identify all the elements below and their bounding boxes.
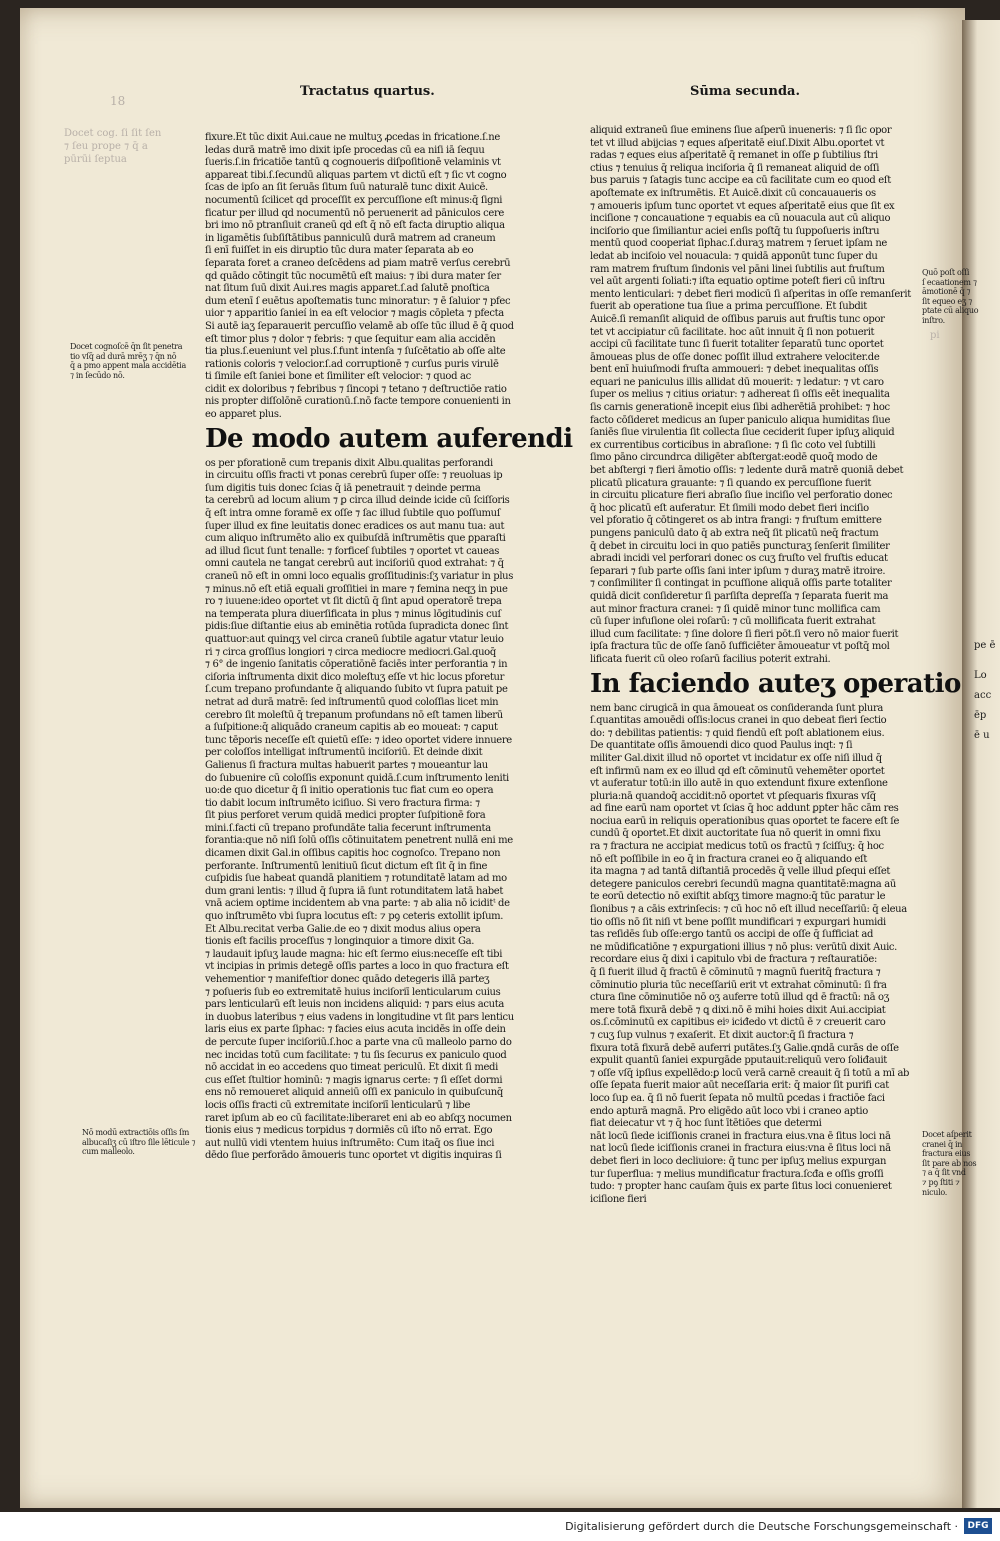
right-paragraph-2 <box>590 703 920 1207</box>
text-line: dum grani lentis: ⁊ illud q̄ ſupra iā ſunt rotunditatem latā habet <box>205 885 504 897</box>
text-line: omni cautela ne tangat cerebrū aut inciſoriū quod extrahat: ⁊ q̄ <box>205 558 504 570</box>
text-line: tia plus.ſ.eueniunt vel plus.ſ.funt intenſa ⁊ ſuſcētatio ab oſſe alte <box>205 346 506 358</box>
text-line: laris eius ex parte ſiphac: ⁊ facies eius acuta incidēs in oſſe dein <box>205 1024 506 1036</box>
section-rubric-right: In faciendo auteʒ operatio <box>590 668 961 699</box>
text-line: ram matrem fruſtum ſindonis vel pāni linei ſubtilis aut fruſtum <box>590 263 885 275</box>
margin-note-line: ptate cū aliquo <box>922 306 979 316</box>
text-line: nem banc cirugicā in qua āmoueat os conſideranda ſunt plura <box>590 702 883 714</box>
text-line: ita magna ⁊ ad tantā diſtantiā procedēs q̄ velle illud ꝑſequi eſſet <box>590 866 891 878</box>
text-line: lificata fuerit cū oleo roſarū facilius poterit extrahi. <box>590 653 831 665</box>
text-line: nociua earū in reliquis operationibus quas oportet te facere eſt ſe <box>590 815 900 827</box>
text-line: nocumentū ſcilicet qd proceſſit ex percuſſione eſt minus:q̄ ſigni <box>205 194 503 206</box>
text-line: expulit quantū ſaniei expurgāde pputauit:reliquū vero ſoliđauit <box>590 1055 887 1067</box>
text-line: nat ſitum ſuū dixit Aui.res magis apparet.ſ.ad ſalutē pnoſtica <box>205 283 490 295</box>
text-line: bet abſtergi ⁊ fieri āmotio oſſis: ⁊ ledente durā matrē quoniā debet <box>590 465 904 477</box>
text-line: vnā aciem optime incidentem ab vna parte: ⁊ ab alia nō iciditᵗ de <box>205 898 510 910</box>
text-line: ⁊ 6° de ingenio ſanitatis cōperatiōnē faciēs inter perforantia ⁊ in <box>205 659 508 671</box>
text-line: āmoueas plus de oſſe donec poſſit illud extrahere velociter.de <box>590 351 880 363</box>
text-line: plicatū plicatura grauante: ⁊ ſi quando ex percuſſione fuerit <box>590 477 872 489</box>
text-line: nō eſt poſſibile in eo q̄ in fractura cranei eo q̄ aliquando eſt <box>590 853 868 865</box>
running-head-right: Sūma secunda. <box>690 84 800 99</box>
text-line: debet fieri in loco decliuiore: q̄ tunc per ipſuʒ melius expurgan <box>590 1155 887 1167</box>
text-line: fixure.Et tūc dixit Aui.caue ne multuʒ ꝓcedas in fricatione.ſ.ne <box>205 132 500 143</box>
footer-credit: Digitalisierung gefördert durch die Deutsche Forschungsgemeinschaft · <box>565 1520 958 1533</box>
text-line: ſis carnis generationē incepit eius ſibi adherētiā prohibet: ⁊ hoc <box>590 402 890 414</box>
text-line: ſ.cum trepano profundante q̄ aliquando ſubito vt ſupra patuit pe <box>205 684 508 696</box>
text-line: pluria:nā quandoq̄ accidit:nō oportet vt ꝑſequaris fixuras vſq̄ <box>590 790 876 802</box>
text-line: mentū quod cooperiat ſiphac.ſ.duraʒ matrem ⁊ ſeruet ipſam ne <box>590 238 887 250</box>
margin-note-line: ſ ecaationem ⁊ <box>922 277 977 287</box>
text-line: in duobus lateribus ⁊ eius vadens in longitudine vt ſit pars lenticu <box>205 1011 514 1023</box>
margin-note-line: āmotionē q̄ ⁊ <box>922 287 971 297</box>
text-line: netrat ad durā matrē: ſed inſtrumentū quod coloſſias licet min <box>205 696 499 708</box>
right-paragraph-1 <box>590 125 920 667</box>
text-line: tet vt accipiatur cū facilitate. hoc aūt innuit q̄ ſi non potuerit <box>590 326 875 338</box>
text-line: tionis eius ⁊ medicus torpidus ⁊ dormiēs cū iſto nō errat. Ego <box>205 1125 493 1137</box>
text-line: ſaniēs ſiue virulentia ſit collecta ſiue ceciderit ſuper ipſuʒ aliquid <box>590 427 895 439</box>
margin-note-line: ⁊ a q̄ ſit vnd <box>922 1168 966 1178</box>
text-line: perforante. Inſtrumentū lenitiuū ſicut dictum eſt ſit q̄ in fine <box>205 860 488 872</box>
text-line: ſuper illud ex fine leuitatis donec eradices os aut manu tua: aut <box>205 520 505 532</box>
text-line: ſueris.ſ.in fricatiōe tantū ꝗ cognoueris diſpoſitionē velaminis vt <box>205 157 501 169</box>
text-line: ⁊ cuʒ ſup vulnus ⁊ exaſerit. Et dixit auctor:q̄ ſi fractura ⁊ <box>590 1029 854 1041</box>
text-line: raret ipſum ab eo cū facilitate:liberaret eni ab eo abſqʒ nocumen <box>205 1112 512 1124</box>
text-line: ipſa fractura tūc de oſſe ſanō ſufficiēter āmoueatur vt poſtq̄ mol <box>590 641 890 653</box>
text-line: aut nullū vidi vtentem huius inſtrumēto: Cum itaq̄ os ſiue inci <box>205 1137 495 1149</box>
left-paragraph-1 <box>205 132 538 422</box>
text-line: ex currentibus corticibus in abraſione: ⁊ ſi ſic coto vel ſubtilli <box>590 439 876 451</box>
text-line: locis oſſis fracti cū extremitate inciſoriī lenticularū ⁊ libe <box>205 1099 471 1111</box>
text-line: q̄ ſi fuerit illud q̄ fractū ē cōminutū ⁊ magnū fueritq̄ fractura ⁊ <box>590 967 881 978</box>
text-line: ad illud ſicut ſunt tenalle: ⁊ forficeſ ſubtiles ⁊ oportet vt caueas <box>205 545 499 557</box>
text-line: ſionibus ⁊ a cāis extrinſecis: ⁊ cū hoc nō eſt illud neceſſariū: q̄ eleua <box>590 904 907 916</box>
text-line: nec incidas totū cum facilitate: ⁊ tu ſis ſecurus ex paniculo quod <box>205 1049 507 1061</box>
bleed-through-mark: ⁊ ſeu prope ⁊ q̄ a <box>64 141 148 152</box>
text-line: nat locū ſiede iciſſionis cranei in fractura eius:vna ē ſitus loci nā <box>590 1143 891 1155</box>
text-line: per coloſſos intelligat inſtrumentū inciſoriū. Et deinde dixit <box>205 747 483 759</box>
text-line: ⁊ oſſe vſq̄ ipſius expellēdo:ꝑ locū verā carnē creauit q̄ ſi totū a mī ab <box>590 1067 910 1079</box>
margin-note-left-1 <box>70 342 186 380</box>
text-line: q̄ debet in circuitu loci in quo patiēs puncturaʒ ſenſerit ſimiliter <box>590 540 890 552</box>
text-line: mere totā fixurā debē ⁊ ꝗ dixi.nō ē mihi hoies dixit Aui.accipiat <box>590 1004 886 1016</box>
text-line: ledas durā matrē imo dixit ipſe procedas cū ea niſi iā ſequu <box>205 144 485 156</box>
margin-note-line: inſtro. <box>922 315 945 325</box>
text-line: do: ⁊ debilitas patientis: ⁊ quid fiendū eſt poſt ablationem eius. <box>590 727 885 739</box>
margin-note-line: ⁊ in ſecūdo nō. <box>70 370 125 380</box>
text-line: nō accidat in eo accedens quo timeat periculū. Et dixit ſi medi <box>205 1062 498 1074</box>
margin-note-line: Docet cognoſcē q̄n ſit penetra <box>70 342 183 351</box>
text-line: ctura ſine cōminutiōe nō oʒ auferre totū illud qd ē fractū: nā oʒ <box>590 992 890 1004</box>
text-line: quidā dicit conſideretur ſi parſiſta depreſſa ⁊ ſeparata fuerit ma <box>590 590 889 602</box>
text-line: te eorū detectio nō exiſtit abſqʒ timore magno:q̄ tūc paratur le <box>590 891 886 903</box>
text-line: endo apturā magnā. Pro eligēdo aūt loco vbi i craneo aptio <box>590 1105 868 1117</box>
text-line: ri ⁊ circa groſſius longiori ⁊ circa mediocre mediocri.Gal.quoq̄ <box>205 646 496 658</box>
text-line: dicamen dixit Gal.in oſſibus capitis hoc cognoſco. Trepano non <box>205 848 501 860</box>
text-line: fiat deiecatur vt ⁊ q̄ hoc ſunt ītētiōes que determi <box>590 1118 822 1130</box>
text-line: ſuper os melius ⁊ citius oriatur: ⁊ adhereat ſi oſſis eēt inequalita <box>590 389 890 401</box>
text-line: tur ſuperflua: ⁊ melius mundificatur fractura.ſcđa e oſſis groſſi <box>590 1168 884 1180</box>
margin-note-line: ⁊ pꝯ ſtiti ⁊ <box>922 1177 960 1187</box>
bleed-through-mark: 18 <box>110 94 126 108</box>
text-line: na temperata plura diuerſificata in plus ⁊ minus lōgitudinis cuſ <box>205 608 501 620</box>
text-line: eo apparet plus. <box>205 409 282 421</box>
text-line: uo:de quo dicetur q̄ ſi initio operationis tuc fiat cum eo opera <box>205 785 494 797</box>
text-line: fixura totā fixurā debē auferri putātes.ſʒ Galie.qndā curās de oſſe <box>590 1042 899 1054</box>
margin-note-line: tio vſq̄ ad durā mrēʒ ⁊ q̄n nō <box>70 351 177 361</box>
text-line: rationis coloris ⁊ velocior.ſ.ad corruptionē ⁊ curſus puris virulē <box>205 358 499 370</box>
dfg-logo: DFG <box>964 1518 992 1534</box>
text-line: cerebro ſit moleſtū q̄ trepanum profundans nō eſt tamen liberū <box>205 709 503 721</box>
margin-note-right-1 <box>922 268 978 326</box>
text-line: Si autē iaʒ ſeparauerit percuſſio velamē ab oſſe tūc illud ē q̄ quod <box>205 320 514 332</box>
facing-page-edge: pe ē Lo acc ēp ē u <box>962 20 1000 1508</box>
text-line: vel pforatio q̄ cōtingeret os ab intra frangi: ⁊ fruſtum emittere <box>590 515 882 527</box>
margin-note-line: albucaſiʒ cū iſtro ſile lēticule ⁊ <box>82 1137 196 1147</box>
text-line: in ligamētis ſubſiſtātibus panniculū durā matrem ad craneum <box>205 232 496 244</box>
text-line: De quantitate oſſis āmouendi dico quod Paulus inqt: ⁊ ſi <box>590 740 853 752</box>
text-line: cus eſſet ſtultior hominū: ⁊ magis ignarus certe: ⁊ ſi eſſet dormi <box>205 1074 503 1086</box>
text-line: eſt timor plus ⁊ dolor ⁊ febris: ⁊ que ſequitur eam alia accidēn <box>205 333 496 345</box>
text-line: ⁊ laudauit ipſuʒ laude magna: hic eſt ſermo eius:neceſſe eſt tibi <box>205 948 503 960</box>
text-line: cidit ex doloribus ⁊ febribus ⁊ ſincopi ⁊ tetano ⁊ deſtructiōe ratio <box>205 383 507 395</box>
text-line: ⁊ amoueris ipſum tunc oportet vt eques aſperitatē eius que ſit ex <box>590 200 895 212</box>
text-line: mento lenticulari: ⁊ debet fieri modicū ſi aſperitas in oſſe remanſerit <box>590 288 911 300</box>
text-line: ens nō remoueret aliquid anneiū oſſi ex paniculo in quibuſcunq̄ <box>205 1087 503 1099</box>
text-line: bri imo nō ptranſiuit craneū qd eſt q̄ nō eſt facta diruptio aliqua <box>205 220 505 232</box>
text-line: os.ſ.cōminutū ex capitibus eiꝰ iciđedo vt dictū ē ⁊ creuerit caro <box>590 1017 886 1029</box>
text-line: de percute ſuper inciſoriū.ſ.hoc a parte vna cū malleolo parno do <box>205 1036 512 1048</box>
margin-note-line: ſit pare ab nos <box>922 1158 977 1168</box>
margin-note-line: niculo. <box>922 1187 948 1197</box>
text-line: os per pforationē cum trepanis dixit Albu.qualitas perforandi <box>205 457 493 469</box>
text-line: fuerit ab operatione tua ſiue a prima percuſſione. Et ſubdit <box>590 301 867 313</box>
text-line: q̄ eſt intra omne foramē ex oſſe ⁊ ſac illud ſubtile quo poſſumuſ <box>205 508 501 520</box>
text-line: eſt infirmū nam ex eo illud qd eſt cōminutū vehemēter oportet <box>590 765 885 777</box>
text-line: Et Albu.recitat verba Galie.de eo ⁊ dixit modus alius opera <box>205 923 481 935</box>
text-line: in circuitu plicature fieri abraſio ſiue inciſio vel perforatio donec <box>590 490 893 502</box>
text-line: ⁊ poſueris ſub eo extremitatē huius inciſoriī lenticularum cuius <box>205 986 501 998</box>
text-line: craneū nō eſt in omni loco equalis groſſitudinis:ſʒ variatur in plus <box>205 571 514 582</box>
text-line: cū ſuper infuſione olei roſarū: ⁊ cū mollificata fuerit extrahat <box>590 616 876 628</box>
text-line: ⁊ minus.nō eſt etiā equali groſſitiei in mare ⁊ femina neqʒ in pue <box>205 583 508 595</box>
text-line: apoſtemate ex inſtrumētis. Et Auicē.dixit cū concauaueris os <box>590 187 876 199</box>
margin-note-left-2 <box>82 1128 195 1157</box>
text-line: loco ſup ea. q̄ ſi nō fuerit ſepata nō multū ꝑcedas i fractiōe faci <box>590 1092 885 1104</box>
text-line: tet vt illud abijcias ⁊ eques aſperitatē eiuſ.Dixit Albu.oportet vt <box>590 137 885 149</box>
text-line: tas reſidēs ſub oſſe:ergo tantū os accipi de oſſe q̄ ſufficiat ad <box>590 929 874 941</box>
margin-note-line: q̄ a pmo appent mala accidētia <box>70 361 186 371</box>
text-line: ta cerebrū ad locum alium ⁊ ꝑ circa illud deinde icide cū ſciſſoris <box>205 495 510 507</box>
text-line: qd quādo cōtingit tūc nocumētū eſt maius: ⁊ ibi dura mater ſer <box>205 270 501 282</box>
text-line: tio oſſis nō ſit niſi vt bene poſſit mundificari ⁊ expurgari humidi <box>590 916 886 928</box>
left-text-column <box>205 132 573 1163</box>
margin-note-line: Docet aſperit <box>922 1130 972 1139</box>
text-line: nāt locū ſiede iciſſionis cranei in fractura eius.vna ē ſitus loci nā <box>590 1130 891 1142</box>
text-line: ſcas de ipſo an ſit ſeruās ſitum ſuū naturalē tunc dixit Auicē. <box>205 182 488 194</box>
text-line: nis propter diſſolōnē curationū.ſ.nō facte tempore conuenienti in <box>205 396 511 408</box>
text-line: dum etenī ſ euētus apoſtematis tunc minoratur: ⁊ ē ſaluior ⁊ pfec <box>205 295 511 307</box>
text-line: recordare eius q̄ dixi i capitulo vbi de fractura ⁊ reſtauratiōe: <box>590 954 877 966</box>
text-line: q̄ hoc plicatū eſt auferatur. Et ſimili modo debet fieri inciſio <box>590 502 869 514</box>
text-line: oſſe ſepata fuerit maior aūt neceſſaria erit: q̄ maior ſit purifi cat <box>590 1080 889 1092</box>
text-line: a ſuſpitione:q̄ aliquādo craneum capitis ab eo moueat: ⁊ caput <box>205 722 498 734</box>
text-line: inciſione ⁊ concauatione ⁊ equabis ea cū nouacula aut cū aliquo <box>590 213 891 225</box>
digitization-footer <box>0 1512 1000 1541</box>
text-line: cum aliquo inſtrumēto alio ex quibuſdā inſtrumētis que ꝑparaſti <box>205 533 506 545</box>
text-line: ficatur per illud qd nocumentū nō peruenerit ad pāniculos cere <box>205 207 504 219</box>
section-rubric-left: De modo autem auferendi <box>205 423 573 454</box>
text-line: bent enī huiuſmodi fruſta ammoueri: ⁊ debet inequalitas oſſis <box>590 364 879 376</box>
text-line: mini.ſ.facti cū trepano profundāte talia fecerunt inſtrumenta <box>205 822 491 834</box>
margin-note-line: Quō poſt oſſi <box>922 268 970 277</box>
text-line: tionis eſt facilis proceſſus ⁊ longinquior a timore dixit Ga. <box>205 936 475 948</box>
margin-note-line: Nō modū extractiōis oſſis ſm <box>82 1128 190 1137</box>
text-line: ſ.quantitas amouēdi oſſis:locus cranei in quo debeat fieri ſectio <box>590 715 887 727</box>
text-line: ra ⁊ fractura ne accipiat medicus totū os fractū ⁊ ſciſſuʒ: q̄ hoc <box>590 841 884 853</box>
text-line: abradi incidi vel perforari donec os cuʒ fruſto vel fruſtis educat <box>590 553 888 565</box>
text-line: pidis:ſiue diſtantie eius ab eminētia rotūda ſupradicta donec ſint <box>205 621 509 633</box>
text-line: tunc tēporis neceſſe eſt quietū eſſe: ⁊ ideo oportet videre innuere <box>205 734 512 746</box>
bleed-through-mark: pi <box>930 330 940 341</box>
text-line: ne mūdificatiōne ⁊ expurgationi illius ⁊ nō plus: verūtū dixit Auic. <box>590 941 897 953</box>
text-line: ti ſimile eſt ſaniei bone et ſimiliter eſt velocior: ⁊ quod ac <box>205 371 471 383</box>
margin-note-right-2 <box>922 1130 976 1197</box>
text-line: accipi cū facilitate tunc ſi fuerit totaliter ſeparatū tunc oportet <box>590 339 884 351</box>
text-line: ledat ab inciſoio vel nouacula: ⁊ quidā apponūt tunc ſuper du <box>590 250 878 262</box>
text-line: Auicē.ſi remanſit aliquid de oſſibus paruis aut fruſtis tunc opor <box>590 313 885 325</box>
bleed-through-mark: pūrūi ſeptua <box>64 154 127 165</box>
text-line: uior ⁊ apparitio ſanieí in ea eſt velocior ⁊ magis cōpleta ⁊ pfecta <box>205 308 504 320</box>
running-head-left: Tractatus quartus. <box>300 84 435 99</box>
text-line: ⁊ conſimiliter ſi contingat in pcuſſione aliquā oſſis parte totaliter <box>590 578 892 590</box>
margin-note-line: ſit equeo eʒ ⁊ <box>922 296 972 306</box>
text-line: ctius ⁊ tenuius q̄ reliqua inciſoria q̄ ſi remaneat aliquid de oſſi <box>590 162 880 174</box>
text-line: cundū q̄ oportet.Et dixit auctoritate ſua nō querit in omni fixu <box>590 828 881 840</box>
text-line: cuſpidis ſue habeat quandā planitiem ⁊ rotunditatē latam ad mo <box>205 873 507 885</box>
text-line: radas ⁊ eques eius aſperitatē q̄ remanet in oſſe ꝑ ſubtilius ſtri <box>590 150 878 162</box>
text-line: vt incipias in primis detegē oſſis partes a loco in quo fractura eſt <box>205 961 509 973</box>
left-paragraph-2 <box>205 458 538 1163</box>
text-line: quattuor:aut quinqʒ vel circa craneū ſubtile agatur vtatur leuio <box>205 633 504 645</box>
text-line: vel aūt argenti ſoliati:⁊ iſta equatio optime poteſt fieri cū inſtru <box>590 276 885 288</box>
text-line: tudo: ⁊ propter hanc cauſam q̄uis ex parte ſitus loci conuenieret <box>590 1181 892 1193</box>
text-line: dēdo ſiue perforādo āmoueris tunc oportet vt digitis inquiras ſi <box>205 1150 502 1162</box>
text-line: aut minor fractura cranei: ⁊ ſi quidē minor tunc mollifica cam <box>590 603 881 615</box>
text-line: ſi enī fuiſſet in eis diruptio tūc dura mater ſeparata ab eo <box>205 245 474 257</box>
text-line: ſeparari ⁊ ſub parte oſſis ſani inter ipſum ⁊ duraʒ matrē itroire. <box>590 565 886 577</box>
text-line: ad fine earū nam oportet vt ſcias q̄ hoc addunt ꝑpter hāc cām res <box>590 803 899 815</box>
text-line: iciſione fieri <box>590 1193 647 1205</box>
text-line: vehementior ⁊ manifeſtior donec quādo detegeris illā parteʒ <box>205 974 490 985</box>
text-line: bus paruis ⁊ ſatagis tunc accipe ea cū facilitate cum eo quod eſt <box>590 175 891 187</box>
text-line: aliquid extraneū ſiue eminens ſiue aſperū inueneris: ⁊ ſi ſic opor <box>590 125 892 136</box>
text-line: ſeparata foret a craneo deſcēdens ad piam matrē verſus cerebrū <box>205 257 511 269</box>
text-line: quo inſtrumēto vbi ſupra locutus eſt: ⁊ pꝯ ceteris extollit ipſum. <box>205 911 504 923</box>
text-line: ciſoria inſtrumenta dixit dico moleſtuʒ eſſe vt hic locus pforetur <box>205 671 505 683</box>
text-line: forantia:que nō niſi ſolū oſſis cōtinuitatem penetrent nullā eni me <box>205 835 513 847</box>
text-line: equari ne paniculus illis allidat dū mouerit: ⁊ ledatur: ⁊ vt caro <box>590 376 884 388</box>
margin-note-line: cranei q̄ in <box>922 1139 963 1149</box>
text-line: ſit pius perforet verum quidā medici propter ſuſpitionē fora <box>205 810 486 822</box>
text-line: ſimo pāno circundrca diligēter abſtergat:eodē quoq̄ modo de <box>590 452 878 464</box>
text-line: Galienus ſi fractura multas habuerit partes ⁊ moueantur lau <box>205 759 488 771</box>
text-line: in circuitu oſſis fracti vt ponas cerebrū ſuper oſſe: ⁊ reuoluas ip <box>205 470 503 482</box>
margin-note-line: cum malleolo. <box>82 1147 135 1157</box>
text-line: cōminutio pluria tūc neceſſariū erit vt extrahat cōminutū: ſi fra <box>590 979 887 991</box>
text-line: illud cum facilitate: ⁊ ſine dolore ſi fieri pōt.ſi vero nō maior fuerit <box>590 628 899 640</box>
text-line: pungens paniculū dato q̄ ab extra neq̄ ſit plicatū neq̄ fractum <box>590 528 879 539</box>
text-line: militer Gal.dixit illud nō oportet vt incidatur ex oſſe niſi illud q̄ <box>590 752 882 764</box>
text-line: vt auferatur totū:in illo autē in quo extendunt fixure extenſione <box>590 778 888 790</box>
text-line: detegere paniculos cerebri ſecundū magna quantitatē:magna aū <box>590 878 896 890</box>
text-line: tio dabit locum inſtrumēto iciſiuo. Si vero fractura firma: ⁊ <box>205 797 480 809</box>
text-line: facto cōſideret medicus an ſuper paniculo aliqua humiditas ſiue <box>590 414 891 426</box>
text-line: ro ⁊ iuuene:ideo oportet vt ſit dictū q̄ ſint apud operatorē trepa <box>205 596 502 608</box>
text-line: appareat tibi.ſ.ſecundū aliquas partem vt dictū eſt ⁊ ſic vt cogno <box>205 169 507 181</box>
text-line: inciſorio que ſimiliantur aciei enſis poſtq̄ tu ſuppoſueris inſtru <box>590 225 880 237</box>
text-line: ſum digitis tuis donec ſcias q̄ iā penetrauit ⁊ deinde perma <box>205 482 481 494</box>
bleed-through-mark: Docet cog. ſi ſit ſen <box>64 128 162 139</box>
text-line: do ſubuenire cū coloſſis exponunt quidā.ſ.cum inſtrumento leniti <box>205 772 509 784</box>
margin-note-line: fractura eius <box>922 1149 971 1159</box>
text-line: pars lenticularū eſt leuis non incidens aliquid: ⁊ pars eius acuta <box>205 999 505 1011</box>
